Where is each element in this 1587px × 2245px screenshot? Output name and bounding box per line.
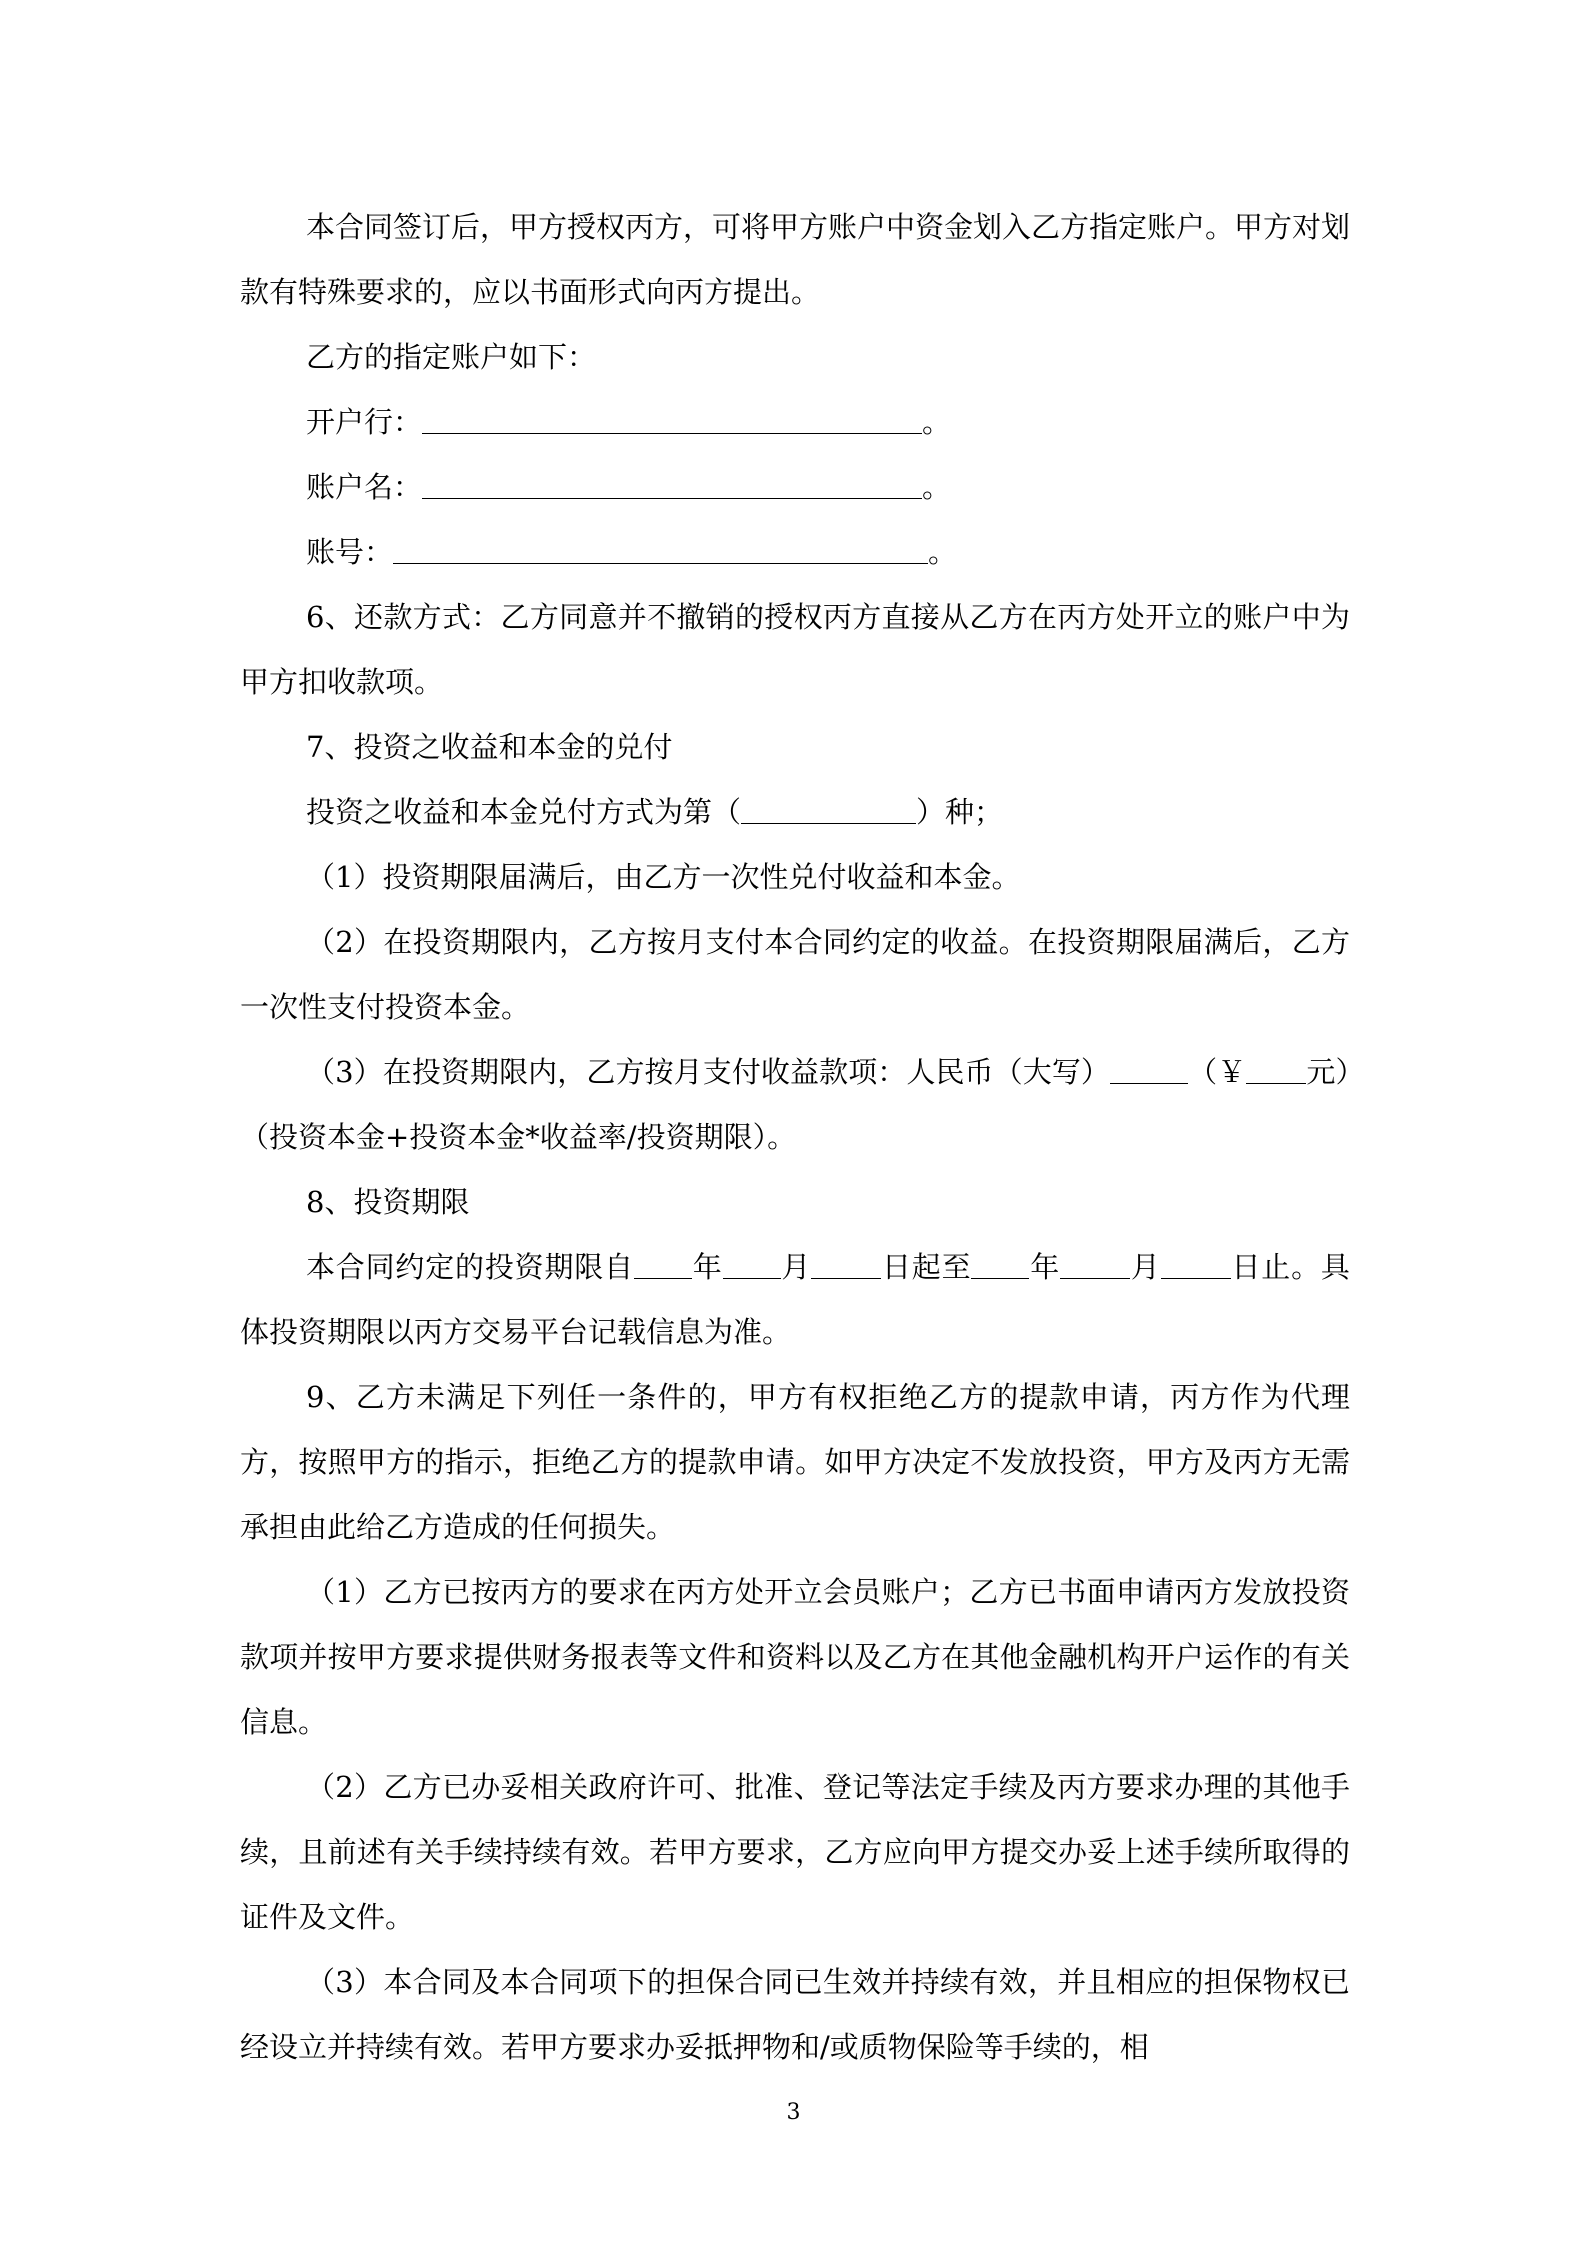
account-name-blank[interactable]: [422, 468, 922, 499]
term-end-text: 止。具体投资期限以丙方交易平台记载信息为准。: [240, 1250, 1350, 1349]
account-name-line: [240, 455, 1350, 520]
paragraph-authorization: 本合同签订后，甲方授权丙方，可将甲方账户中资金划入乙方指定账户。甲方对划款有特殊要求的，应以书面形式向丙方提出。: [240, 210, 1351, 309]
section8-term: [240, 1235, 1350, 1365]
account-number-line: [240, 520, 1350, 585]
section7-option3: [240, 1040, 1350, 1170]
page-number: 3: [786, 2100, 801, 2125]
method-type-blank[interactable]: [741, 793, 916, 824]
end-month-label: 月: [1130, 1250, 1161, 1284]
paragraph-repayment: 6、还款方式：乙方同意并不撤销的授权丙方直接从乙方在丙方处开立的账户中为甲方扣收款项。: [240, 600, 1350, 699]
section7-option3-mid: （￥: [1188, 1055, 1247, 1089]
start-year-blank[interactable]: [634, 1248, 692, 1279]
section9-intro: 9、乙方未满足下列任一条件的，甲方有权拒绝乙方的提款申请，丙方作为代理方，按照甲方的指示，拒绝乙方的提款申请。如甲方决定不发放投资，甲方及丙方无需承担由此给乙方造成的任何损失。: [240, 1380, 1350, 1544]
section7-method-prefix: 投资之收益和本金兑付方式为第（: [306, 795, 742, 829]
start-month-label: 月: [780, 1250, 812, 1284]
account-bank-label: 开户行：: [306, 405, 423, 439]
start-day-blank[interactable]: [811, 1248, 881, 1279]
document-body: [240, 195, 1350, 2080]
account-bank-line: [240, 390, 1350, 455]
account-name-terminator: 。: [922, 470, 952, 504]
account-name-label: 账户名：: [306, 470, 423, 504]
section7-method-line: [240, 780, 1350, 845]
section7-option1: （1）投资期限届满后，由乙方一次性兑付收益和本金。: [306, 860, 1021, 894]
account-number-terminator: 。: [928, 535, 958, 569]
section9-condition-3: （3）本合同及本合同项下的担保合同已生效并持续有效，并且相应的担保物权已经设立并持续有效。若甲方要求办妥抵押物和/或质物保险等手续的，相: [240, 1965, 1350, 2064]
section7-option3-prefix: （3）在投资期限内，乙方按月支付收益款项：人民币（大写）: [306, 1055, 1111, 1089]
end-year-label: 年: [1029, 1250, 1061, 1284]
term-start-text: 本合同约定的投资期限自: [306, 1250, 634, 1284]
amount-words-blank[interactable]: [1110, 1053, 1188, 1084]
account-number-label: 账号：: [306, 535, 394, 569]
start-day-label: 日起至: [881, 1250, 972, 1284]
section7-option2: （2）在投资期限内，乙方按月支付本合同约定的收益。在投资期限届满后，乙方一次性支付投资本金。: [240, 925, 1350, 1024]
start-month-blank[interactable]: [723, 1248, 781, 1279]
end-day-label: 日: [1230, 1250, 1262, 1284]
paragraph-account-intro: 乙方的指定账户如下：: [306, 340, 597, 374]
section7-heading: 7、投资之收益和本金的兑付: [306, 730, 673, 764]
end-month-blank[interactable]: [1060, 1248, 1130, 1279]
account-bank-terminator: 。: [922, 405, 952, 439]
end-day-blank[interactable]: [1161, 1248, 1231, 1279]
section9-condition-2: （2）乙方已办妥相关政府许可、批准、登记等法定手续及丙方要求办理的其他手续，且前述有关手续持续有效。若甲方要求，乙方应向甲方提交办妥上述手续所取得的证件及文件。: [240, 1770, 1350, 1934]
section9-condition-1: （1）乙方已按丙方的要求在丙方处开立会员账户；乙方已书面申请丙方发放投资款项并按甲方要求提供财务报表等文件和资料以及乙方在其他金融机构开户运作的有关信息。: [240, 1575, 1350, 1739]
end-year-blank[interactable]: [971, 1248, 1029, 1279]
section7-option3-suffix: 元）（投资本金+投资本金*收益率/投资期限）。: [240, 1055, 1350, 1154]
section7-method-suffix: ）种；: [916, 795, 1004, 829]
amount-figure-blank[interactable]: [1246, 1053, 1306, 1084]
account-number-blank[interactable]: [393, 533, 928, 564]
section8-heading: 8、投资期限: [306, 1185, 470, 1219]
account-bank-blank[interactable]: [422, 403, 922, 434]
start-year-label: 年: [691, 1250, 723, 1284]
